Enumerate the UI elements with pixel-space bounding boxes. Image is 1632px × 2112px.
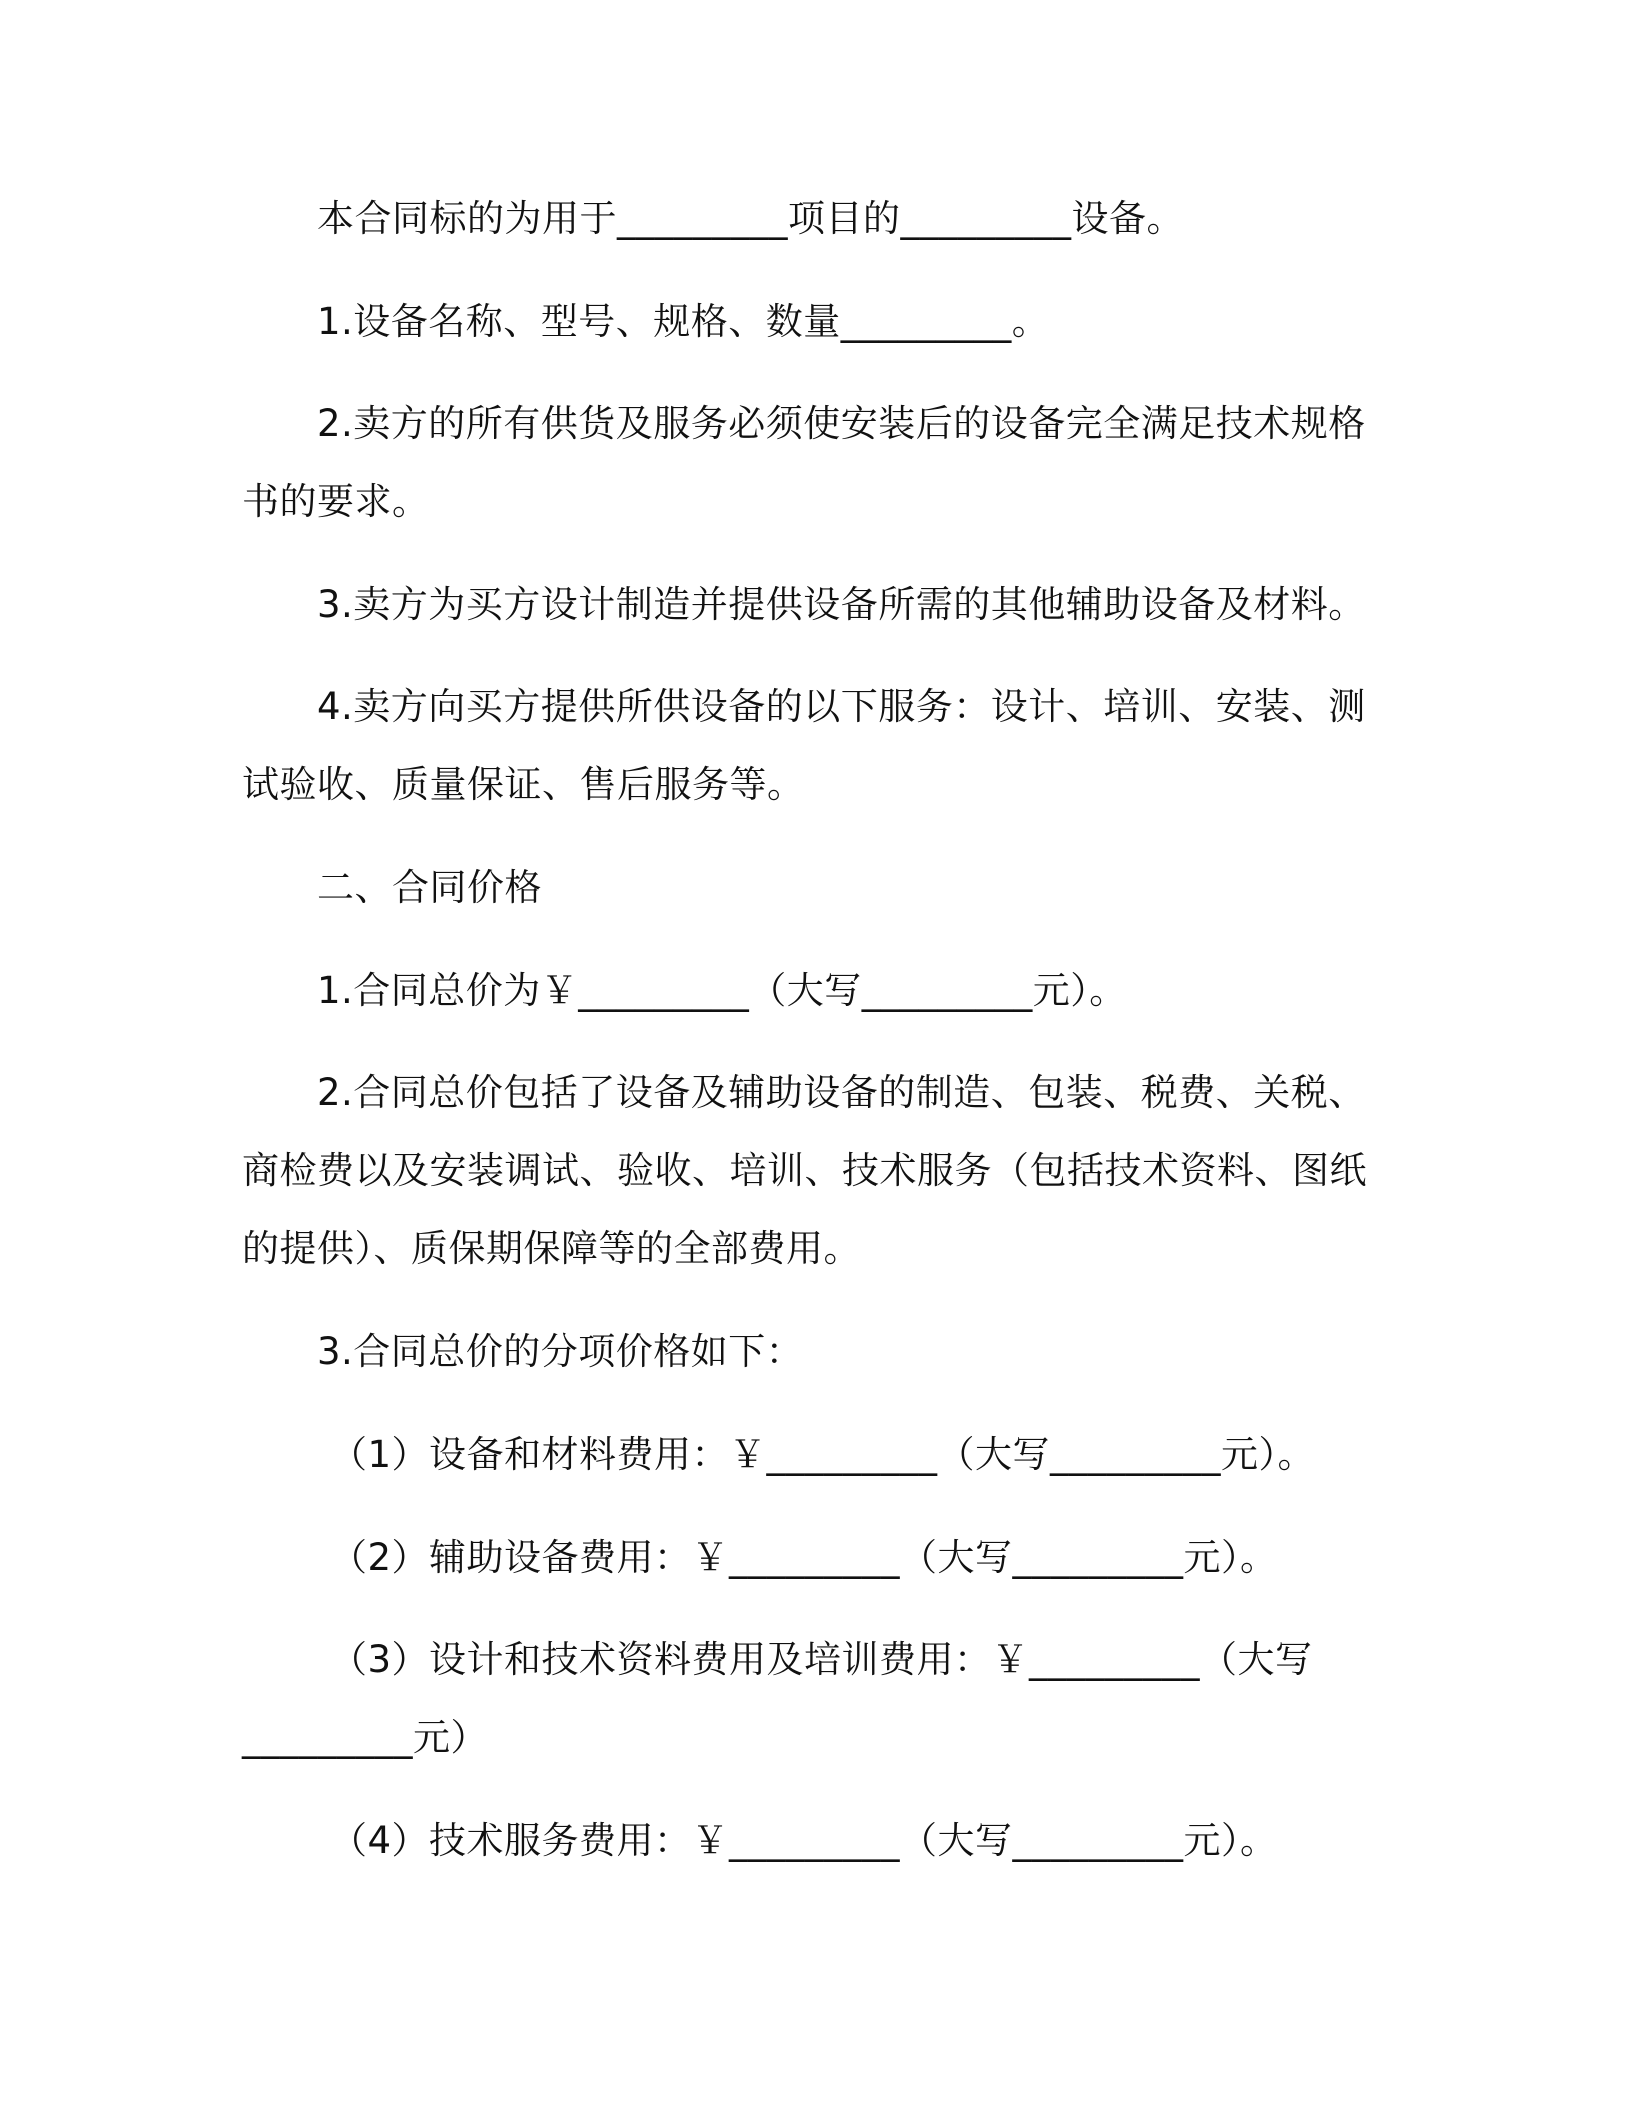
paragraph-price-3: 3.合同总价的分项价格如下： (317, 1330, 804, 1373)
paragraph-item-4-line-2: 试验收、质量保证、售后服务等。 (242, 763, 805, 806)
paragraph-price-2-line-1: 2.合同总价包括了设备及辅助设备的制造、包装、税费、关税、 (317, 1071, 1366, 1114)
paragraph-price-2-line-2: 商检费以及安装调试、验收、培训、技术服务（包括技术资料、图纸 (242, 1149, 1367, 1192)
paragraph-item-2-line-2: 书的要求。 (242, 480, 430, 523)
paragraph-price-1: 1.合同总价为￥_________（大写_________元）。 (317, 969, 1127, 1012)
price-item-1: （1）设备和材料费用：￥_________（大写_________元）。 (330, 1433, 1316, 1476)
paragraph-item-3: 3.卖方为买方设计制造并提供设备所需的其他辅助设备及材料。 (317, 583, 1366, 626)
paragraph-item-2-line-1: 2.卖方的所有供货及服务必须使安装后的设备完全满足技术规格 (317, 402, 1366, 445)
price-item-2: （2）辅助设备费用：￥_________（大写_________元）。 (330, 1536, 1278, 1579)
paragraph-price-2-line-3: 的提供）、质保期保障等的全部费用。 (242, 1227, 861, 1270)
paragraph-item-1: 1.设备名称、型号、规格、数量_________。 (317, 300, 1050, 343)
paragraph-subject: 本合同标的为用于_________项目的_________设备。 (317, 197, 1184, 240)
price-item-4: （4）技术服务费用：￥_________（大写_________元）。 (330, 1819, 1278, 1862)
price-item-3-line-1: （3）设计和技术资料费用及培训费用：￥_________（大写 (330, 1638, 1313, 1681)
price-item-3-line-2: _________元） (242, 1716, 488, 1759)
section-heading-contract-price: 二、合同价格 (317, 866, 542, 909)
paragraph-item-4-line-1: 4.卖方向买方提供所供设备的以下服务：设计、培训、安装、测 (317, 685, 1366, 728)
